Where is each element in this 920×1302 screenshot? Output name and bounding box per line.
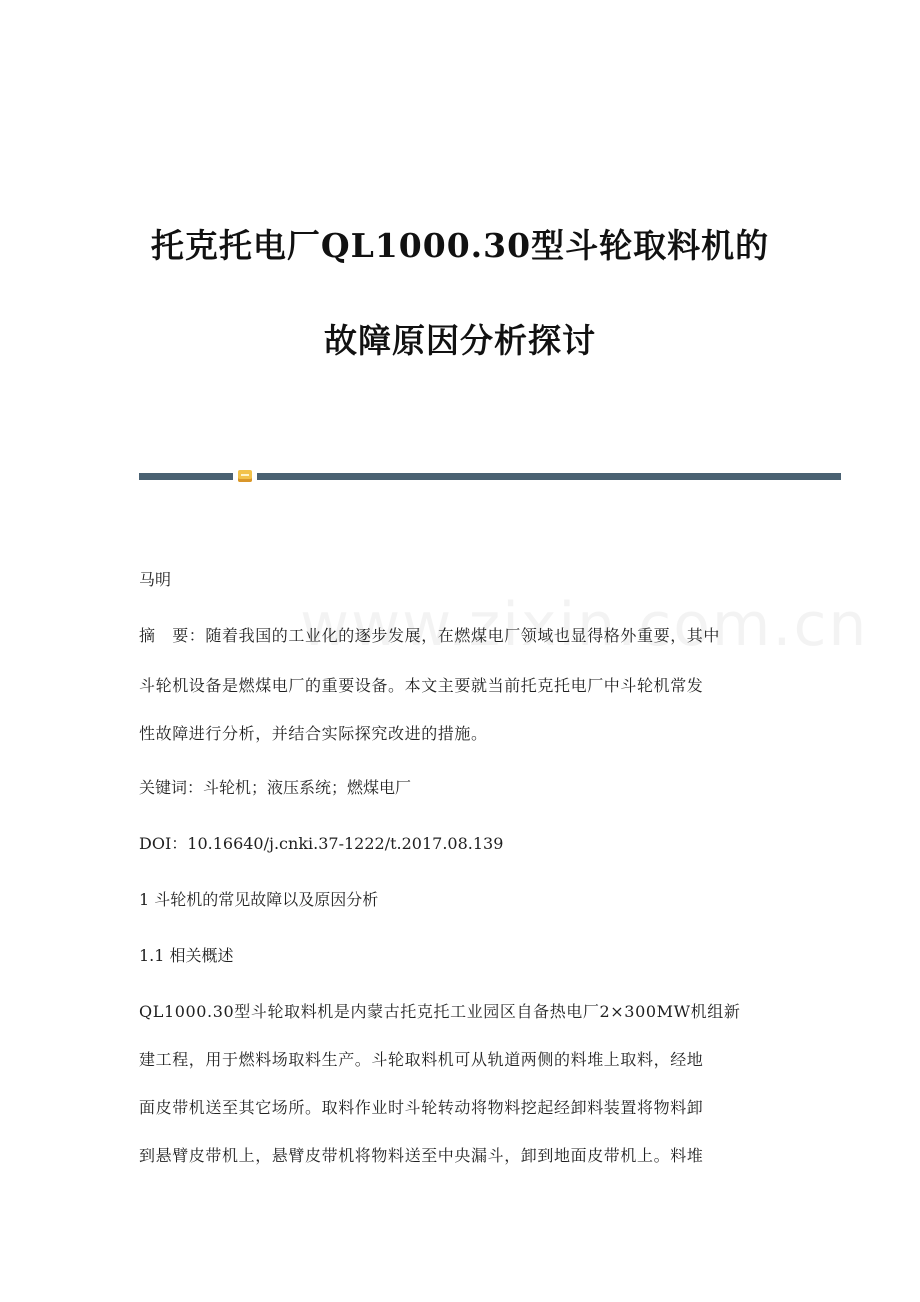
- body-line: 面皮带机送至其它场所。取料作业时斗轮转动将物料挖起经卸料装置将物料卸: [139, 1098, 704, 1117]
- keywords: 关键词：斗轮机；液压系统；燃煤电厂: [139, 778, 412, 797]
- body-line: 到悬臂皮带机上，悬臂皮带机将物料送至中央漏斗，卸到地面皮带机上。料堆: [139, 1146, 704, 1165]
- title-line-2: 故障原因分析探讨: [324, 321, 596, 360]
- abstract-line: 摘 要：随着我国的工业化的逐步发展，在燃煤电厂领域也显得格外重要，其中: [139, 626, 721, 645]
- section-heading-1: 1 斗轮机的常见故障以及原因分析: [139, 890, 379, 909]
- section-heading-1-1: 1.1 相关概述: [139, 946, 234, 965]
- doi: DOI：10.16640/j.cnki.37-1222/t.2017.08.139: [139, 834, 504, 853]
- body-line: 建工程，用于燃料场取料生产。斗轮取料机可从轨道两侧的料堆上取料，经地: [139, 1050, 704, 1069]
- watermark: [300, 590, 868, 660]
- title-divider: [139, 470, 841, 482]
- divider-ornament-icon: [238, 470, 252, 482]
- abstract-line: 性故障进行分析，并结合实际探究改进的措施。: [139, 724, 488, 743]
- title-line-1: 托克托电厂QL1000.30型斗轮取料机的: [150, 226, 770, 265]
- author: 马明: [139, 570, 172, 589]
- divider-bar-left: [139, 473, 233, 480]
- divider-bar-right: [257, 473, 841, 480]
- abstract-line: 斗轮机设备是燃煤电厂的重要设备。本文主要就当前托克托电厂中斗轮机常发: [139, 676, 704, 695]
- body-line: QL1000.30型斗轮取料机是内蒙古托克托工业园区自备热电厂2×300MW机组新: [139, 1002, 741, 1021]
